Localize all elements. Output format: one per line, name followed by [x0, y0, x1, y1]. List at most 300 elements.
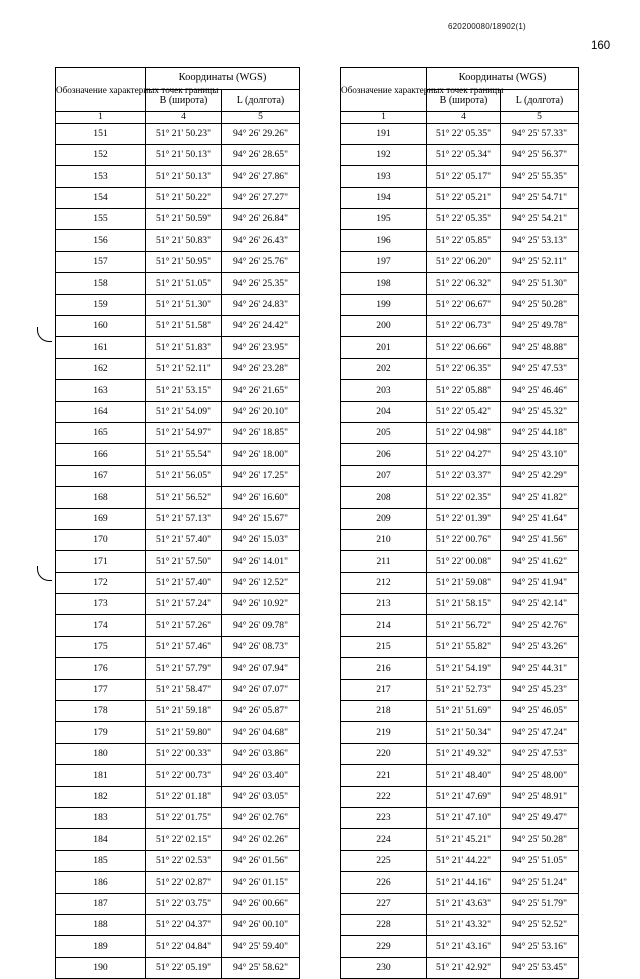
- latitude-cell: 51° 22' 05.17": [427, 166, 501, 187]
- point-number-cell: 194: [341, 187, 427, 208]
- longitude-cell: 94° 26' 14.01": [222, 551, 300, 572]
- latitude-cell: 51° 21' 52.11": [146, 358, 222, 379]
- latitude-cell: 51° 21' 50.34": [427, 722, 501, 743]
- longitude-cell: 94° 25' 41.62": [501, 551, 579, 572]
- latitude-cell: 51° 22' 04.27": [427, 444, 501, 465]
- point-number-cell: 221: [341, 765, 427, 786]
- latitude-cell: 51° 22' 02.35": [427, 487, 501, 508]
- longitude-cell: 94° 25' 51.79": [501, 893, 579, 914]
- longitude-cell: 94° 25' 51.05": [501, 850, 579, 871]
- table-row: [341, 401, 579, 422]
- table-row: [56, 765, 300, 786]
- point-number-cell: 162: [56, 358, 146, 379]
- longitude-cell: 94° 25' 52.11": [501, 251, 579, 272]
- table-row: [341, 679, 579, 700]
- point-number-cell: 187: [56, 893, 146, 914]
- latitude-cell: 51° 21' 50.13": [146, 144, 222, 165]
- table-row: [56, 337, 300, 358]
- latitude-cell: 51° 22' 06.73": [427, 316, 501, 337]
- latitude-cell: 51° 21' 57.13": [146, 508, 222, 529]
- longitude-cell: 94° 25' 59.40": [222, 936, 300, 957]
- point-number-cell: 220: [341, 743, 427, 764]
- latitude-cell: 51° 21' 56.52": [146, 487, 222, 508]
- latitude-cell: 51° 21' 59.80": [146, 722, 222, 743]
- table-row: [56, 658, 300, 679]
- point-number-cell: 195: [341, 209, 427, 230]
- point-number-cell: 174: [56, 615, 146, 636]
- column-number-point: 1: [341, 112, 427, 124]
- longitude-cell: 94° 26' 27.86": [222, 166, 300, 187]
- point-number-cell: 189: [56, 936, 146, 957]
- table-row: [56, 166, 300, 187]
- point-number-cell: 230: [341, 957, 427, 978]
- latitude-cell: 51° 22' 05.19": [146, 957, 222, 978]
- latitude-cell: 51° 21' 57.46": [146, 636, 222, 657]
- longitude-cell: 94° 26' 27.27": [222, 187, 300, 208]
- latitude-cell: 51° 21' 50.59": [146, 209, 222, 230]
- table-row: [341, 743, 579, 764]
- column-number-latitude: 4: [146, 112, 222, 124]
- point-number-cell: 185: [56, 850, 146, 871]
- point-number-cell: 156: [56, 230, 146, 251]
- table-row: [56, 572, 300, 593]
- point-number-cell: 229: [341, 936, 427, 957]
- latitude-cell: 51° 22' 02.87": [146, 872, 222, 893]
- longitude-cell: 94° 26' 03.40": [222, 765, 300, 786]
- table-row: [341, 829, 579, 850]
- point-number-cell: 219: [341, 722, 427, 743]
- latitude-cell: 51° 22' 03.37": [427, 465, 501, 486]
- latitude-cell: 51° 22' 04.84": [146, 936, 222, 957]
- longitude-cell: 94° 25' 48.00": [501, 765, 579, 786]
- latitude-cell: 51° 22' 03.75": [146, 893, 222, 914]
- point-number-cell: 206: [341, 444, 427, 465]
- header-longitude: L (долгота): [501, 90, 579, 112]
- point-number-cell: 192: [341, 144, 427, 165]
- table-row: [56, 679, 300, 700]
- longitude-cell: 94° 25' 56.37": [501, 144, 579, 165]
- table-row: [341, 144, 579, 165]
- latitude-cell: 51° 21' 44.16": [427, 872, 501, 893]
- point-number-cell: 212: [341, 572, 427, 593]
- longitude-cell: 94° 26' 07.07": [222, 679, 300, 700]
- longitude-cell: 94° 26' 29.26": [222, 123, 300, 144]
- table-row: [341, 529, 579, 550]
- longitude-cell: 94° 26' 05.87": [222, 701, 300, 722]
- longitude-cell: 94° 26' 01.56": [222, 850, 300, 871]
- latitude-cell: 51° 22' 00.08": [427, 551, 501, 572]
- latitude-cell: 51° 21' 57.40": [146, 572, 222, 593]
- latitude-cell: 51° 21' 50.13": [146, 166, 222, 187]
- point-number-cell: 186: [56, 872, 146, 893]
- point-number-cell: 228: [341, 914, 427, 935]
- table-row: [341, 294, 579, 315]
- longitude-cell: 94° 25' 57.33": [501, 123, 579, 144]
- longitude-cell: 94° 26' 21.65": [222, 380, 300, 401]
- longitude-cell: 94° 25' 46.46": [501, 380, 579, 401]
- latitude-cell: 51° 22' 00.76": [427, 529, 501, 550]
- latitude-cell: 51° 21' 50.83": [146, 230, 222, 251]
- point-number-cell: 225: [341, 850, 427, 871]
- latitude-cell: 51° 21' 55.54": [146, 444, 222, 465]
- table-row: [56, 422, 300, 443]
- longitude-cell: 94° 25' 53.16": [501, 936, 579, 957]
- point-number-cell: 152: [56, 144, 146, 165]
- header-latitude: B (широта): [146, 90, 222, 112]
- longitude-cell: 94° 25' 42.29": [501, 465, 579, 486]
- point-number-cell: 164: [56, 401, 146, 422]
- table-row: [341, 508, 579, 529]
- latitude-cell: 51° 21' 56.72": [427, 615, 501, 636]
- latitude-cell: 51° 21' 43.32": [427, 914, 501, 935]
- latitude-cell: 51° 21' 59.08": [427, 572, 501, 593]
- longitude-cell: 94° 26' 18.85": [222, 422, 300, 443]
- longitude-cell: 94° 25' 50.28": [501, 829, 579, 850]
- point-number-cell: 197: [341, 251, 427, 272]
- table-row: [341, 658, 579, 679]
- point-number-cell: 181: [56, 765, 146, 786]
- table-row: [341, 273, 579, 294]
- table-row: [341, 465, 579, 486]
- longitude-cell: 94° 26' 12.52": [222, 572, 300, 593]
- table-row: [341, 422, 579, 443]
- point-number-cell: 165: [56, 422, 146, 443]
- point-number-cell: 207: [341, 465, 427, 486]
- longitude-cell: 94° 26' 28.65": [222, 144, 300, 165]
- latitude-cell: 51° 21' 51.58": [146, 316, 222, 337]
- latitude-cell: 51° 21' 57.79": [146, 658, 222, 679]
- point-number-cell: 200: [341, 316, 427, 337]
- table-row: [56, 230, 300, 251]
- longitude-cell: 94° 26' 00.66": [222, 893, 300, 914]
- point-number-cell: 154: [56, 187, 146, 208]
- header-point-designation: Обозначение характерных точек границы: [56, 68, 146, 112]
- header-coordinates: Координаты (WGS): [146, 68, 300, 90]
- point-number-cell: 160: [56, 316, 146, 337]
- table-row: [56, 808, 300, 829]
- table-row: [341, 786, 579, 807]
- point-number-cell: 173: [56, 594, 146, 615]
- table-row: [341, 380, 579, 401]
- table-row: [56, 401, 300, 422]
- longitude-cell: 94° 25' 44.31": [501, 658, 579, 679]
- latitude-cell: 51° 21' 48.40": [427, 765, 501, 786]
- point-number-cell: 163: [56, 380, 146, 401]
- table-row: [56, 251, 300, 272]
- longitude-cell: 94° 26' 01.15": [222, 872, 300, 893]
- longitude-cell: 94° 26' 10.92": [222, 594, 300, 615]
- header-point-designation: Обозначение характерных точек границы: [341, 68, 427, 112]
- longitude-cell: 94° 26' 23.95": [222, 337, 300, 358]
- longitude-cell: 94° 25' 41.64": [501, 508, 579, 529]
- table-row: [56, 508, 300, 529]
- longitude-cell: 94° 25' 49.78": [501, 316, 579, 337]
- latitude-cell: 51° 22' 04.98": [427, 422, 501, 443]
- latitude-cell: 51° 22' 05.35": [427, 209, 501, 230]
- table-row: [341, 872, 579, 893]
- column-number-longitude: 5: [222, 112, 300, 124]
- point-number-cell: 209: [341, 508, 427, 529]
- longitude-cell: 94° 25' 50.28": [501, 294, 579, 315]
- table-row: [56, 829, 300, 850]
- latitude-cell: 51° 22' 05.42": [427, 401, 501, 422]
- margin-bracket-mark: [37, 327, 52, 342]
- point-number-cell: 215: [341, 636, 427, 657]
- longitude-cell: 94° 26' 00.10": [222, 914, 300, 935]
- longitude-cell: 94° 26' 09.78": [222, 615, 300, 636]
- longitude-cell: 94° 25' 43.10": [501, 444, 579, 465]
- longitude-cell: 94° 26' 20.10": [222, 401, 300, 422]
- longitude-cell: 94° 25' 54.71": [501, 187, 579, 208]
- table-row: [56, 316, 300, 337]
- longitude-cell: 94° 25' 54.21": [501, 209, 579, 230]
- longitude-cell: 94° 25' 47.24": [501, 722, 579, 743]
- margin-bracket-mark: [37, 566, 52, 581]
- latitude-cell: 51° 21' 57.24": [146, 594, 222, 615]
- latitude-cell: 51° 21' 50.23": [146, 123, 222, 144]
- longitude-cell: 94° 25' 45.32": [501, 401, 579, 422]
- point-number-cell: 179: [56, 722, 146, 743]
- table-row: [56, 893, 300, 914]
- point-number-cell: 201: [341, 337, 427, 358]
- table-row: [56, 872, 300, 893]
- header-coordinates: Координаты (WGS): [427, 68, 579, 90]
- longitude-cell: 94° 26' 04.68": [222, 722, 300, 743]
- point-number-cell: 198: [341, 273, 427, 294]
- point-number-cell: 193: [341, 166, 427, 187]
- table-row: [56, 529, 300, 550]
- latitude-cell: 51° 22' 06.35": [427, 358, 501, 379]
- latitude-cell: 51° 21' 59.18": [146, 701, 222, 722]
- latitude-cell: 51° 21' 53.15": [146, 380, 222, 401]
- table-row: [56, 957, 300, 978]
- longitude-cell: 94° 26' 26.43": [222, 230, 300, 251]
- latitude-cell: 51° 21' 52.73": [427, 679, 501, 700]
- latitude-cell: 51° 22' 04.37": [146, 914, 222, 935]
- longitude-cell: 94° 25' 45.23": [501, 679, 579, 700]
- longitude-cell: 94° 25' 58.62": [222, 957, 300, 978]
- table-row: [341, 251, 579, 272]
- point-number-cell: 202: [341, 358, 427, 379]
- table-row: [56, 786, 300, 807]
- table-row: [341, 444, 579, 465]
- latitude-cell: 51° 21' 55.82": [427, 636, 501, 657]
- point-number-cell: 208: [341, 487, 427, 508]
- longitude-cell: 94° 25' 52.52": [501, 914, 579, 935]
- latitude-cell: 51° 21' 51.69": [427, 701, 501, 722]
- latitude-cell: 51° 21' 58.15": [427, 594, 501, 615]
- latitude-cell: 51° 22' 05.88": [427, 380, 501, 401]
- longitude-cell: 94° 26' 02.26": [222, 829, 300, 850]
- point-number-cell: 182: [56, 786, 146, 807]
- table-row: [56, 487, 300, 508]
- table-row: [56, 701, 300, 722]
- point-number-cell: 151: [56, 123, 146, 144]
- longitude-cell: 94° 26' 26.84": [222, 209, 300, 230]
- latitude-cell: 51° 22' 01.39": [427, 508, 501, 529]
- longitude-cell: 94° 25' 48.88": [501, 337, 579, 358]
- table-row: [341, 893, 579, 914]
- latitude-cell: 51° 22' 06.66": [427, 337, 501, 358]
- coordinates-table-left: [55, 67, 300, 979]
- point-number-cell: 191: [341, 123, 427, 144]
- point-number-cell: 161: [56, 337, 146, 358]
- longitude-cell: 94° 26' 15.67": [222, 508, 300, 529]
- point-number-cell: 211: [341, 551, 427, 572]
- longitude-cell: 94° 26' 17.25": [222, 465, 300, 486]
- table-row: [56, 594, 300, 615]
- table-row: [341, 316, 579, 337]
- table-row: [56, 294, 300, 315]
- table-row: [56, 850, 300, 871]
- point-number-cell: 199: [341, 294, 427, 315]
- table-row: [56, 551, 300, 572]
- point-number-cell: 196: [341, 230, 427, 251]
- longitude-cell: 94° 25' 48.91": [501, 786, 579, 807]
- table-row: [341, 722, 579, 743]
- point-number-cell: 177: [56, 679, 146, 700]
- longitude-cell: 94° 26' 24.42": [222, 316, 300, 337]
- longitude-cell: 94° 26' 16.60": [222, 487, 300, 508]
- latitude-cell: 51° 21' 58.47": [146, 679, 222, 700]
- table-row: [341, 936, 579, 957]
- point-number-cell: 166: [56, 444, 146, 465]
- longitude-cell: 94° 26' 07.94": [222, 658, 300, 679]
- longitude-cell: 94° 26' 02.76": [222, 808, 300, 829]
- latitude-cell: 51° 21' 43.16": [427, 936, 501, 957]
- point-number-cell: 158: [56, 273, 146, 294]
- point-number-cell: 216: [341, 658, 427, 679]
- table-row: [341, 914, 579, 935]
- latitude-cell: 51° 21' 57.26": [146, 615, 222, 636]
- latitude-cell: 51° 21' 51.83": [146, 337, 222, 358]
- table-row: [341, 487, 579, 508]
- point-number-cell: 188: [56, 914, 146, 935]
- header-latitude: B (широта): [427, 90, 501, 112]
- point-number-cell: 226: [341, 872, 427, 893]
- latitude-cell: 51° 22' 02.53": [146, 850, 222, 871]
- longitude-cell: 94° 25' 47.53": [501, 743, 579, 764]
- point-number-cell: 205: [341, 422, 427, 443]
- latitude-cell: 51° 21' 54.97": [146, 422, 222, 443]
- latitude-cell: 51° 22' 05.35": [427, 123, 501, 144]
- longitude-cell: 94° 26' 25.76": [222, 251, 300, 272]
- latitude-cell: 51° 22' 00.73": [146, 765, 222, 786]
- latitude-cell: 51° 21' 57.50": [146, 551, 222, 572]
- longitude-cell: 94° 25' 49.47": [501, 808, 579, 829]
- latitude-cell: 51° 21' 54.19": [427, 658, 501, 679]
- table-row: [341, 572, 579, 593]
- table-row: [341, 209, 579, 230]
- table-row: [56, 144, 300, 165]
- point-number-cell: 223: [341, 808, 427, 829]
- latitude-cell: 51° 21' 42.92": [427, 957, 501, 978]
- table-row: [56, 187, 300, 208]
- point-number-cell: 153: [56, 166, 146, 187]
- latitude-cell: 51° 21' 47.69": [427, 786, 501, 807]
- table-row: [341, 615, 579, 636]
- latitude-cell: 51° 21' 45.21": [427, 829, 501, 850]
- table-row: [341, 337, 579, 358]
- latitude-cell: 51° 21' 51.30": [146, 294, 222, 315]
- point-number-cell: 227: [341, 893, 427, 914]
- table-row: [56, 743, 300, 764]
- point-number-cell: 169: [56, 508, 146, 529]
- longitude-cell: 94° 26' 23.28": [222, 358, 300, 379]
- table-row: [56, 936, 300, 957]
- longitude-cell: 94° 25' 47.53": [501, 358, 579, 379]
- table-row: [56, 615, 300, 636]
- header-longitude: L (долгота): [222, 90, 300, 112]
- latitude-cell: 51° 22' 02.15": [146, 829, 222, 850]
- latitude-cell: 51° 22' 05.85": [427, 230, 501, 251]
- latitude-cell: 51° 22' 06.32": [427, 273, 501, 294]
- coordinates-table-right: [340, 67, 579, 979]
- table-row: [56, 722, 300, 743]
- table-row: [341, 551, 579, 572]
- point-number-cell: 222: [341, 786, 427, 807]
- latitude-cell: 51° 21' 47.10": [427, 808, 501, 829]
- table-row: [341, 230, 579, 251]
- point-number-cell: 210: [341, 529, 427, 550]
- point-number-cell: 224: [341, 829, 427, 850]
- latitude-cell: 51° 21' 51.05": [146, 273, 222, 294]
- page-number: 160: [591, 40, 611, 52]
- table-row: [56, 123, 300, 144]
- longitude-cell: 94° 25' 44.18": [501, 422, 579, 443]
- longitude-cell: 94° 26' 03.86": [222, 743, 300, 764]
- table-row: [56, 358, 300, 379]
- table-row: [341, 166, 579, 187]
- table-row: [341, 123, 579, 144]
- point-number-cell: 184: [56, 829, 146, 850]
- latitude-cell: 51° 21' 50.95": [146, 251, 222, 272]
- latitude-cell: 51° 21' 43.63": [427, 893, 501, 914]
- longitude-cell: 94° 25' 55.35": [501, 166, 579, 187]
- table-row: [56, 914, 300, 935]
- longitude-cell: 94° 25' 41.94": [501, 572, 579, 593]
- longitude-cell: 94° 26' 18.00": [222, 444, 300, 465]
- table-row: [341, 765, 579, 786]
- longitude-cell: 94° 26' 08.73": [222, 636, 300, 657]
- point-number-cell: 172: [56, 572, 146, 593]
- column-number-latitude: 4: [427, 112, 501, 124]
- point-number-cell: 218: [341, 701, 427, 722]
- longitude-cell: 94° 26' 15.03": [222, 529, 300, 550]
- table-row: [341, 636, 579, 657]
- table-row: [341, 850, 579, 871]
- table-row: [341, 187, 579, 208]
- longitude-cell: 94° 25' 41.82": [501, 487, 579, 508]
- latitude-cell: 51° 22' 05.21": [427, 187, 501, 208]
- longitude-cell: 94° 25' 46.05": [501, 701, 579, 722]
- latitude-cell: 51° 21' 49.32": [427, 743, 501, 764]
- point-number-cell: 175: [56, 636, 146, 657]
- latitude-cell: 51° 22' 00.33": [146, 743, 222, 764]
- latitude-cell: 51° 22' 01.18": [146, 786, 222, 807]
- longitude-cell: 94° 25' 42.14": [501, 594, 579, 615]
- point-number-cell: 214: [341, 615, 427, 636]
- column-number-longitude: 5: [501, 112, 579, 124]
- longitude-cell: 94° 25' 53.13": [501, 230, 579, 251]
- table-row: [341, 957, 579, 978]
- point-number-cell: 170: [56, 529, 146, 550]
- latitude-cell: 51° 21' 44.22": [427, 850, 501, 871]
- latitude-cell: 51° 21' 54.09": [146, 401, 222, 422]
- longitude-cell: 94° 25' 43.26": [501, 636, 579, 657]
- table-row: [341, 808, 579, 829]
- document-id: 620200080/18902(1): [448, 22, 526, 31]
